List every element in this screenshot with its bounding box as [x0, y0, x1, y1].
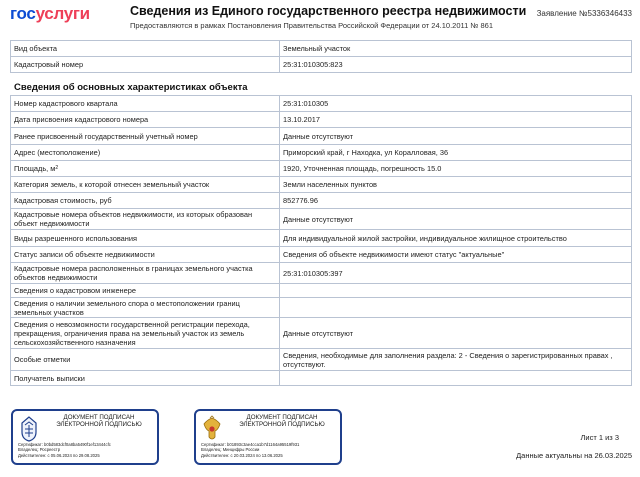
table-row	[11, 57, 632, 73]
table-row	[11, 161, 632, 177]
row-label: Виды разрешенного использования	[11, 230, 280, 247]
row-value: 852776.96	[280, 193, 632, 209]
coat-of-arms-icon	[201, 415, 223, 443]
row-value: 25:31:010305:823	[280, 57, 632, 73]
row-value	[280, 284, 632, 298]
row-label: Ранее присвоенный государственный учетный номер	[11, 128, 280, 145]
table-row	[11, 193, 632, 209]
row-label: Вид объекта	[11, 41, 280, 57]
table-row	[11, 247, 632, 263]
table-row	[11, 298, 632, 318]
row-label: Сведения о кадастровом инженере	[11, 284, 280, 298]
row-label: Адрес (местоположение)	[11, 145, 280, 161]
row-label: Категория земель, к которой отнесен земельный участок	[11, 177, 280, 193]
logo-part-gos: гос	[10, 4, 36, 23]
document-subtitle: Предоставляются в рамках Постановления Правительства Российской Федерации от 24.10.2011 № 861	[130, 21, 494, 30]
row-label: Особые отметки	[11, 349, 280, 371]
document-header	[0, 0, 640, 34]
table-row	[11, 112, 632, 128]
row-label: Номер кадастрового квартала	[11, 96, 280, 112]
table-row	[11, 41, 632, 57]
row-label: Дата присвоения кадастрового номера	[11, 112, 280, 128]
application-number: Заявление №5336346433	[536, 9, 632, 18]
row-label: Кадастровые номера объектов недвижимости, из которых образован объект недвижимости	[11, 209, 280, 230]
data-actual-date: Данные актуальны на 26.03.2025	[516, 451, 632, 460]
table-row	[11, 284, 632, 298]
row-label: Кадастровые номера расположенных в границах земельного участка объектов недвижимости	[11, 263, 280, 284]
stamp-owner: Владелец: Минцифры России	[201, 447, 260, 453]
row-value: Данные отсутствуют	[280, 128, 632, 145]
row-value: Приморский край, г Находка, ул Коралловая, 36	[280, 145, 632, 161]
row-label: Статус записи об объекте недвижимости	[11, 247, 280, 263]
gosuslugi-logo[interactable]	[10, 4, 90, 24]
table-row	[11, 263, 632, 284]
stamp-validity: Действителен: с 05.06.2024 по 29.08.2025	[18, 452, 100, 458]
signature-stamp-mincifry	[194, 409, 342, 465]
table-row	[11, 128, 632, 145]
row-value: Сведения, необходимые для заполнения раздела: 2 - Сведения о зарегистрированных правах , отсутствуют.	[280, 349, 632, 371]
table-row	[11, 145, 632, 161]
row-value: 25:31:010305:397	[280, 263, 632, 284]
stamp-heading: ДОКУМЕНТ ПОДПИСАН ЭЛЕКТРОННОЙ ПОДПИСЬЮ	[239, 414, 325, 428]
row-value	[280, 371, 632, 386]
row-value: Данные отсутствуют	[280, 209, 632, 230]
row-label: Кадастровая стоимость, руб	[11, 193, 280, 209]
area-label-text: Площадь, м	[14, 164, 56, 173]
row-value: 25:31:010305	[280, 96, 632, 112]
row-label: Сведения о невозможности государственной регистрации перехода, прекращения, ограничения права на земельный участок из земель сельскохозяйственного назначения	[11, 318, 280, 349]
table-row	[11, 371, 632, 386]
sheet-number: Лист 1 из 3	[580, 433, 619, 442]
row-value: Земли населенных пунктов	[280, 177, 632, 193]
row-label: Сведения о наличии земельного спора о местоположении границ земельных участков	[11, 298, 280, 318]
row-value	[280, 298, 632, 318]
row-label: Получатель выписки	[11, 371, 280, 386]
stamp-info	[18, 442, 111, 458]
row-value: 13.10.2017	[280, 112, 632, 128]
stamp-validity: Действителен: с 20.03.2024 по 13.06.2025	[201, 452, 283, 458]
table-row	[11, 230, 632, 247]
stamp-certificate: Сертификат: b0bd583dcf0a8ba5490f1ef13444cfc	[18, 442, 111, 447]
row-label	[11, 161, 280, 177]
characteristics-table	[10, 95, 632, 386]
row-value: Для индивидуальной жилой застройки, индивидуальное жилищное строительство	[280, 230, 632, 247]
section-title: Сведения об основных характеристиках объекта	[14, 82, 248, 93]
logo-part-uslugi: услуги	[35, 4, 90, 23]
object-table	[10, 40, 632, 73]
signature-stamp-rosreestr	[11, 409, 159, 465]
stamp-certificate: Сертификат: b01893c3ae4cca1b7d1164a95519f931	[201, 442, 300, 447]
row-value: Земельный участок	[280, 41, 632, 57]
rosreestr-emblem-icon	[18, 415, 40, 443]
table-row	[11, 209, 632, 230]
stamp-owner: Владелец: Росреестр	[18, 447, 61, 453]
row-value: Данные отсутствуют	[280, 318, 632, 349]
row-value: Сведения об объекте недвижимости имеют статус "актуальные"	[280, 247, 632, 263]
row-label: Кадастровый номер	[11, 57, 280, 73]
stamp-heading: ДОКУМЕНТ ПОДПИСАН ЭЛЕКТРОННОЙ ПОДПИСЬЮ	[56, 414, 142, 428]
table-row	[11, 318, 632, 349]
table-row	[11, 349, 632, 371]
document-title: Сведения из Единого государственного реестра недвижимости	[130, 4, 527, 18]
stamp-info	[201, 442, 299, 458]
table-row	[11, 177, 632, 193]
area-superscript: 2	[55, 165, 59, 171]
row-value: 1920, Уточненная площадь, погрешность 15.0	[280, 161, 632, 177]
table-row	[11, 96, 632, 112]
